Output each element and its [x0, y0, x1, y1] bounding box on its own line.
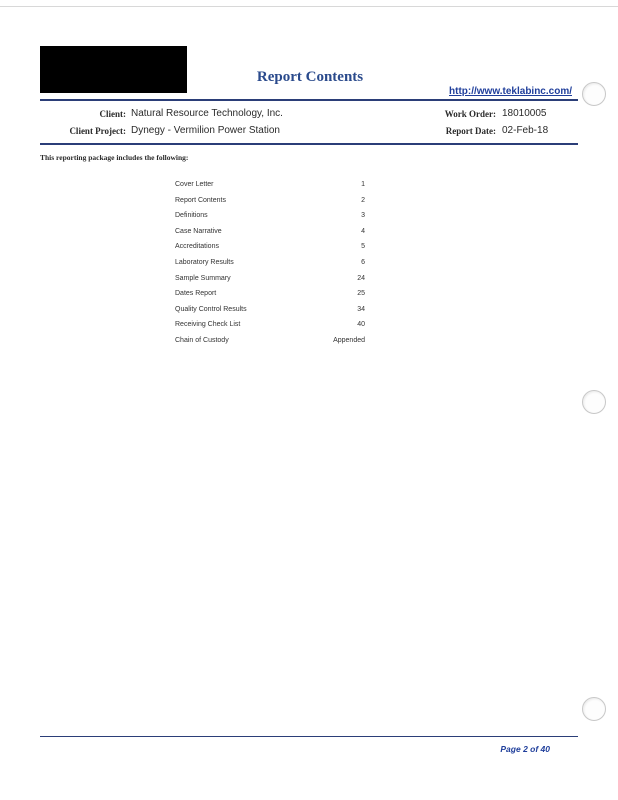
contents-item-page: 3: [361, 212, 365, 220]
contents-item-name: Chain of Custody: [175, 336, 229, 344]
contents-item-page: 24: [357, 274, 365, 282]
contents-item-name: Cover Letter: [175, 181, 214, 188]
contents-item-name: Sample Summary: [175, 274, 231, 282]
top-edge-rule: [0, 6, 618, 7]
binder-hole-icon: [582, 390, 606, 414]
contents-item-page: 4: [361, 227, 365, 235]
binder-hole-icon: [582, 697, 606, 721]
work-order-label: Work Order:: [444, 109, 496, 119]
footer-divider: [40, 736, 578, 737]
list-item: [175, 290, 365, 306]
contents-item-page: 34: [357, 305, 365, 313]
client-project-label: Client Project:: [69, 126, 126, 136]
list-item: [175, 228, 365, 244]
contents-item-name: Laboratory Results: [175, 258, 234, 266]
client-project-value: Dynegy - Vermilion Power Station: [131, 125, 280, 136]
contents-item-page: 25: [357, 290, 365, 298]
contents-item-name: Case Narrative: [175, 227, 222, 235]
contents-item-name: Quality Control Results: [175, 305, 247, 313]
contents-item-page: Appended: [333, 336, 365, 344]
website-link[interactable]: http://www.teklabinc.com/: [449, 86, 572, 97]
list-item: [175, 275, 365, 291]
client-label: Client:: [99, 109, 126, 119]
list-item: [175, 197, 365, 213]
contents-item-page: 1: [361, 181, 365, 188]
contents-item-name: Report Contents: [175, 196, 226, 204]
contents-item-page: 40: [357, 321, 365, 329]
page-title: Report Contents: [256, 69, 364, 85]
contents-item-page: 5: [361, 243, 365, 251]
work-order-value: 18010005: [502, 108, 547, 119]
redacted-logo: [40, 46, 187, 93]
client-value: Natural Resource Technology, Inc.: [131, 108, 283, 119]
contents-item-name: Accreditations: [175, 243, 219, 251]
contents-item-page: 2: [361, 196, 365, 204]
contents-item-name: Definitions: [175, 212, 208, 220]
list-item: [175, 337, 365, 353]
client-info-divider: [40, 143, 578, 145]
contents-item-name: Receiving Check List: [175, 321, 241, 329]
list-item: [175, 259, 365, 275]
contents-item-page: 6: [361, 258, 365, 266]
header-divider: [40, 99, 578, 101]
list-item: [175, 243, 365, 259]
list-item: [175, 181, 365, 197]
page-number: Page 2 of 40: [500, 744, 550, 754]
report-date-label: Report Date:: [445, 126, 496, 136]
contents-item-name: Dates Report: [175, 290, 217, 298]
intro-text: This reporting package includes the following:: [40, 153, 189, 162]
contents-list: [175, 181, 365, 353]
list-item: [175, 306, 365, 322]
binder-hole-icon: [582, 82, 606, 106]
list-item: [175, 321, 365, 337]
report-date-value: 02-Feb-18: [502, 125, 549, 136]
list-item: [175, 212, 365, 228]
